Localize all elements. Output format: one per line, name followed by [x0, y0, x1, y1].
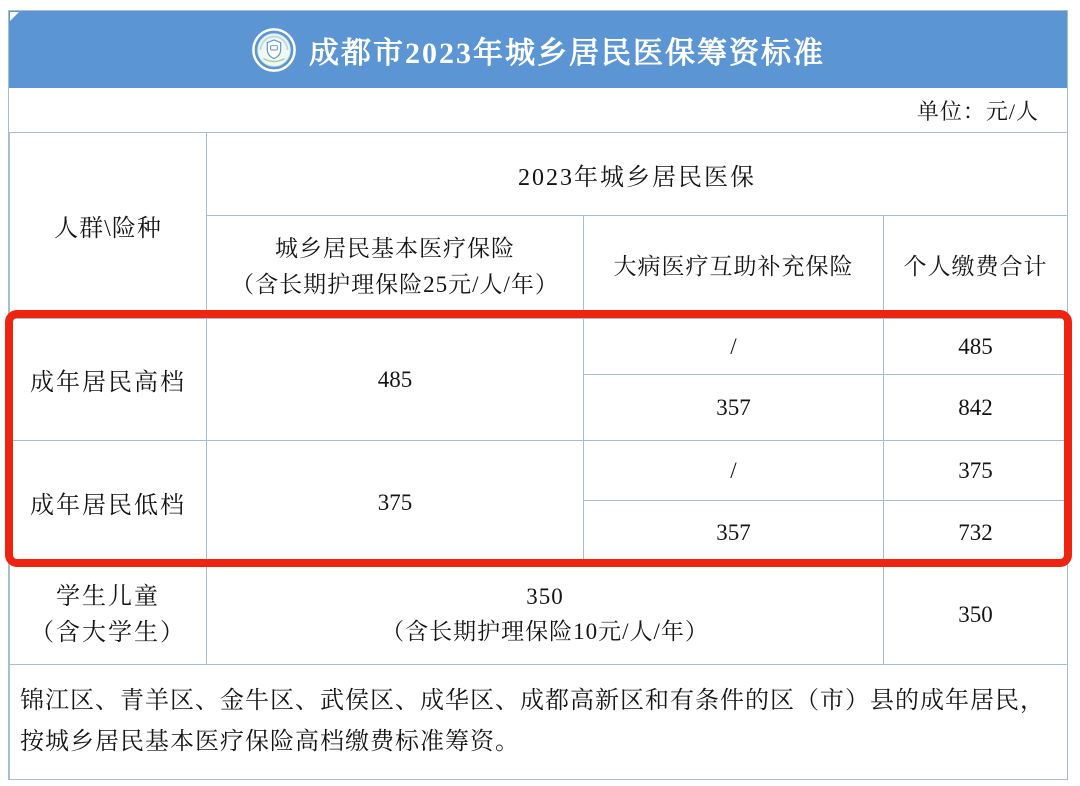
- page-title: 成都市2023年城乡居民医保筹资标准: [309, 36, 825, 70]
- row-label-student: [10, 565, 207, 665]
- header-personal-total: 个人缴费合计: [884, 216, 1068, 319]
- unit-label: 单位：元/人: [916, 98, 1039, 124]
- cell-adult-high-supplement-1: /: [584, 319, 884, 375]
- insurance-table-sheet: [8, 10, 1068, 780]
- cell-adult-high-total-1: 485: [884, 319, 1068, 375]
- header-basic-line1: 城乡居民基本医疗保险: [275, 236, 515, 262]
- student-label-line2: （含大学生）: [30, 619, 186, 646]
- row-label-adult-low: 成年居民低档: [10, 441, 207, 565]
- cell-adult-high-total-2: 842: [884, 375, 1068, 441]
- cell-student-combined: [207, 565, 884, 665]
- cell-adult-low-total-1: 375: [884, 441, 1068, 501]
- cell-adult-low-basic: 375: [207, 441, 584, 565]
- cell-student-combined-line1: 350: [526, 584, 564, 609]
- cell-adult-low-supplement-1: /: [584, 441, 884, 501]
- table-row-footnote: [10, 665, 1068, 780]
- unit-row: [9, 88, 1067, 132]
- corner-fold-artifact: [10, 12, 19, 21]
- cell-adult-high-supplement-2: 357: [584, 375, 884, 441]
- group-header-cell: 2023年城乡居民医保: [207, 133, 1068, 216]
- header-supplement-insurance: 大病医疗互助补充保险: [584, 216, 884, 319]
- cell-adult-low-supplement-2: 357: [584, 501, 884, 565]
- table-row-student: [10, 565, 1068, 665]
- cell-adult-low-total-2: 732: [884, 501, 1068, 565]
- fee-table: [9, 132, 1068, 780]
- cell-student-total: 350: [884, 565, 1068, 665]
- header-basic-insurance: [207, 216, 584, 319]
- medical-insurance-logo-icon: [251, 27, 297, 73]
- table-row-adult-high-1: [10, 319, 1068, 375]
- cell-student-combined-line2: （含长期护理保险10元/人/年）: [381, 618, 709, 644]
- cell-adult-high-basic: 485: [207, 319, 584, 441]
- title-bar: [9, 11, 1067, 88]
- corner-header-cell: 人群\险种: [10, 133, 207, 319]
- footnote: 锦江区、青羊区、金牛区、武侯区、成华区、成都高新区和有条件的区（市）县的成年居民，按城乡居民基本医疗保险高档缴费标准筹资。: [10, 665, 1068, 780]
- table-row-adult-low-1: [10, 441, 1068, 501]
- header-basic-line2: （含长期护理保险25元/人/年）: [231, 272, 559, 297]
- row-label-adult-high: 成年居民高档: [10, 319, 207, 441]
- student-label-line1: 学生儿童: [56, 583, 160, 610]
- table-group-header-row: [10, 133, 1068, 216]
